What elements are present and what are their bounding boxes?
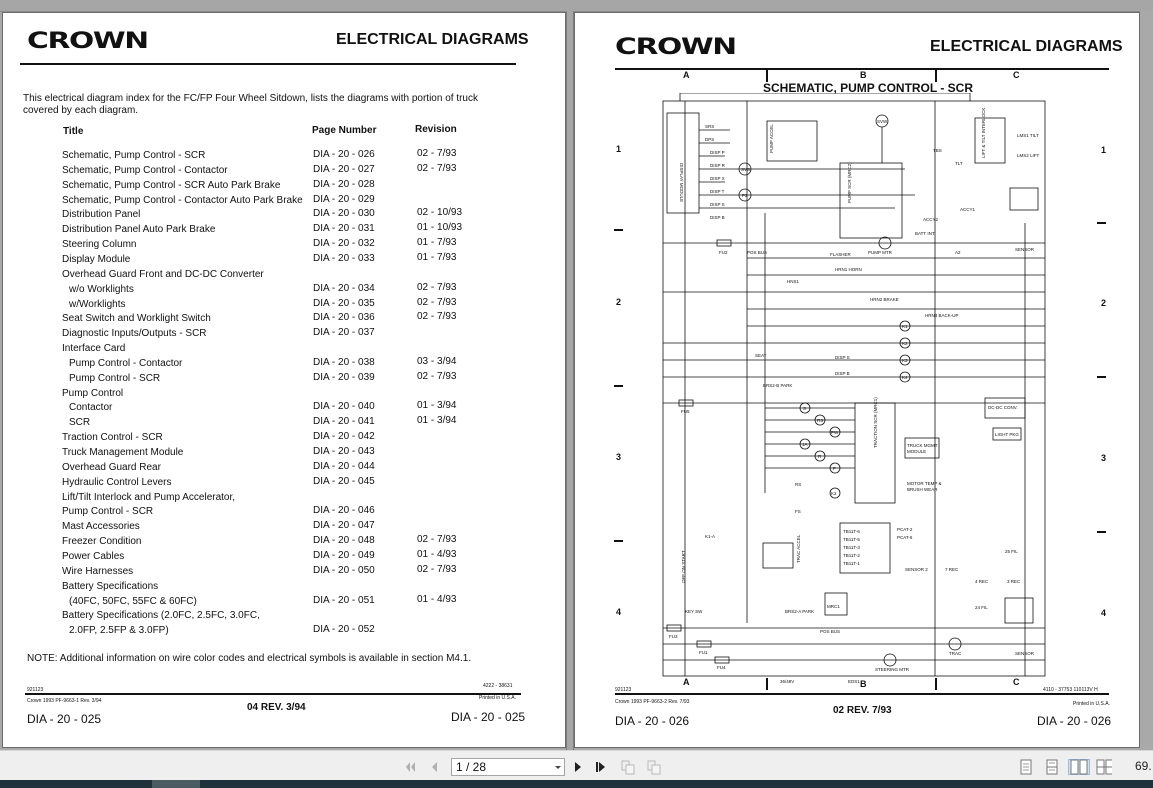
continuous-view-button[interactable] — [1044, 759, 1060, 775]
svg-text:S: S — [803, 406, 807, 411]
svg-text:FU2: FU2 — [719, 250, 728, 255]
rotate-right-button[interactable] — [646, 759, 662, 775]
svg-text:SENSOR: SENSOR — [1015, 651, 1035, 656]
svg-text:K1-A: K1-A — [705, 534, 716, 539]
svg-text:KEY SW: KEY SW — [685, 609, 703, 614]
index-row-title: Power Cables — [62, 551, 125, 562]
index-row-title: 2.0FP, 2.5FP & 3.0FP) — [69, 625, 169, 636]
continuous-facing-icon — [1096, 759, 1112, 775]
svg-text:R: R — [818, 454, 822, 459]
footer-code-right: 4222 - 38631 — [483, 683, 513, 689]
svg-text:HNS1: HNS1 — [787, 279, 800, 284]
svg-text:DISP S: DISP S — [710, 202, 725, 207]
index-row-revision: 02 - 7/93 — [417, 148, 457, 159]
index-row-page-number: DIA - 20 - 035 — [313, 298, 375, 309]
crown-logo: CROWN — [615, 35, 736, 60]
svg-text:36/48V: 36/48V — [780, 679, 795, 683]
index-row-revision: 03 - 3/94 — [417, 356, 457, 367]
svg-text:MOTOR TEMP &: MOTOR TEMP & — [907, 481, 942, 486]
index-row-title: Schematic, Pump Control - SCR Auto Park Brake — [62, 180, 281, 191]
grid-row-divider — [1097, 531, 1106, 533]
header-rule — [20, 63, 516, 65]
index-row-title: Diagnostic Inputs/Outputs - SCR — [62, 328, 207, 339]
index-row-page-number: DIA - 20 - 041 — [313, 416, 375, 427]
index-row-revision: 02 - 7/93 — [417, 282, 457, 293]
svg-text:K4: K4 — [902, 375, 908, 380]
svg-text:SVW: SVW — [877, 119, 888, 124]
grid-row-4: 4 — [616, 607, 622, 617]
index-row-title: Pump Control - Contactor — [69, 358, 183, 369]
svg-text:ACCY2: ACCY2 — [923, 217, 939, 222]
svg-text:FU4: FU4 — [717, 665, 726, 670]
grid-row-divider — [614, 229, 623, 231]
footer-dia-left: DIA - 20 - 026 — [615, 714, 690, 728]
grid-column-b: B — [860, 70, 867, 80]
footer-printed: Printed in U.S.A. — [479, 695, 516, 701]
index-row-page-number: DIA - 20 - 032 — [313, 238, 375, 249]
svg-text:PUMP ACCEL: PUMP ACCEL — [769, 124, 774, 153]
grid-row-3: 3 — [1101, 453, 1107, 463]
svg-text:K2: K2 — [831, 491, 837, 496]
svg-text:4 REC: 4 REC — [975, 579, 989, 584]
index-row-title: Overhead Guard Front and DC-DC Converter — [62, 269, 264, 280]
index-row-page-number: DIA - 20 - 051 — [313, 595, 375, 606]
index-row-page-number: DIA - 20 - 048 — [313, 535, 375, 546]
index-row-title: Steering Column — [62, 239, 137, 250]
svg-text:SENSOR 2: SENSOR 2 — [905, 567, 928, 572]
next-page-button[interactable] — [570, 759, 586, 775]
svg-text:DISP P: DISP P — [710, 150, 725, 155]
grid-row-2: 2 — [1101, 298, 1107, 308]
svg-text:ACCY1: ACCY1 — [960, 207, 976, 212]
svg-text:LIFT & TILT INTERLOCK: LIFT & TILT INTERLOCK — [981, 107, 986, 158]
page-gap — [566, 11, 574, 750]
svg-text:DC-DC CONV.: DC-DC CONV. — [988, 405, 1018, 410]
index-row-title: Overhead Guard Rear — [62, 462, 161, 473]
index-row-revision: 01 - 4/93 — [417, 549, 457, 560]
svg-text:TLT: TLT — [955, 161, 963, 166]
index-row-title: Seat Switch and Worklight Switch — [62, 313, 211, 324]
rotate-left-icon — [620, 759, 636, 775]
grid-column-c: C — [1013, 70, 1020, 80]
zoom-level[interactable]: 69. — [1135, 759, 1152, 773]
svg-text:RS: RS — [817, 418, 824, 423]
svg-text:SENSOR: SENSOR — [1015, 247, 1035, 252]
index-row-title: Traction Control - SCR — [62, 432, 163, 443]
crown-logo: CROWN — [27, 29, 148, 54]
footer-dia-right: DIA - 20 - 025 — [451, 710, 526, 724]
grid-column-divider — [766, 678, 768, 690]
index-row-title: w/Worklights — [69, 299, 126, 310]
footer-revision: 04 REV. 3/94 — [247, 702, 306, 713]
grid-row-divider — [614, 540, 623, 542]
svg-text:K3: K3 — [902, 358, 908, 363]
single-page-view-button[interactable] — [1018, 759, 1034, 775]
index-row-page-number: DIA - 20 - 040 — [313, 401, 375, 412]
svg-text:F: F — [833, 466, 836, 471]
svg-text:TB11T-1: TB11T-1 — [843, 561, 860, 566]
svg-text:SVS: SVS — [741, 167, 751, 172]
grid-column-divider — [935, 678, 937, 690]
index-row-title: Schematic, Pump Control - Contactor Auto Park Brake — [62, 195, 303, 206]
wiring-schematic — [655, 93, 1055, 683]
svg-text:TRAC: TRAC — [949, 651, 962, 656]
rotate-right-icon — [646, 759, 662, 775]
svg-text:TBS: TBS — [933, 148, 942, 153]
index-row-title: Pump Control — [62, 388, 124, 399]
svg-text:POS BUS: POS BUS — [747, 250, 768, 255]
svg-text:LIGHT PKG: LIGHT PKG — [995, 432, 1019, 437]
index-row-page-number: DIA - 20 - 052 — [313, 624, 375, 635]
svg-text:K2: K2 — [902, 341, 908, 346]
index-row-revision: 02 - 7/93 — [417, 311, 457, 322]
svg-text:3 REC: 3 REC — [1007, 579, 1021, 584]
index-row-page-number: DIA - 20 - 031 — [313, 223, 375, 234]
index-row-page-number: DIA - 20 - 028 — [313, 179, 375, 190]
index-row-title: SCR — [69, 417, 91, 428]
index-row-revision: 01 - 7/93 — [417, 237, 457, 248]
svg-text:HRN1 HORN: HRN1 HORN — [835, 267, 862, 272]
footer-dia-left: DIA - 20 - 025 — [27, 712, 102, 726]
index-row-page-number: DIA - 20 - 042 — [313, 431, 375, 442]
pdf-page-left — [2, 12, 566, 748]
pdf-navigation-toolbar — [0, 750, 1153, 781]
index-row-title: Display Module — [62, 254, 131, 265]
index-row-revision: 02 - 7/93 — [417, 297, 457, 308]
footer-rule — [25, 693, 521, 695]
index-row-revision: 02 - 7/93 — [417, 564, 457, 575]
index-row-page-number: DIA - 20 - 044 — [313, 461, 375, 472]
svg-text:25 FIL: 25 FIL — [1005, 549, 1018, 554]
index-row-page-number: DIA - 20 - 027 — [313, 164, 375, 175]
os-taskbar — [0, 780, 1153, 788]
svg-text:SRS: SRS — [705, 124, 715, 129]
page-number-value: 1 / 28 — [456, 760, 487, 774]
svg-text:DISP T: DISP T — [710, 189, 725, 194]
index-row-page-number: DIA - 20 - 037 — [313, 327, 375, 338]
last-page-button[interactable] — [594, 759, 610, 775]
viewer-top-strip — [0, 0, 1153, 12]
index-row-title: Contactor — [69, 402, 113, 413]
svg-text:OFF ON START: OFF ON START — [681, 550, 686, 583]
index-row-page-number: DIA - 20 - 043 — [313, 446, 375, 457]
footer-rule — [615, 693, 1109, 695]
previous-page-button[interactable] — [426, 759, 442, 775]
index-row-page-number: DIA - 20 - 050 — [313, 565, 375, 576]
svg-text:K1: K1 — [902, 324, 908, 329]
grid-column-b: B — [860, 679, 867, 689]
index-row-revision: 02 - 7/93 — [417, 371, 457, 382]
svg-text:TB11T-3: TB11T-3 — [843, 545, 860, 550]
display-module-label: DISPLAY MODULE — [679, 163, 684, 203]
grid-row-1: 1 — [616, 144, 622, 154]
index-row-revision: 01 - 3/94 — [417, 415, 457, 426]
index-row-title: Pump Control - SCR — [62, 506, 154, 517]
svg-text:TRACTION SCR (MRC1): TRACTION SCR (MRC1) — [873, 397, 878, 448]
column-header-page-number: Page Number — [312, 125, 377, 136]
grid-column-a: A — [683, 70, 690, 80]
svg-text:LMS1 TILT: LMS1 TILT — [1017, 133, 1039, 138]
index-row-page-number: DIA - 20 - 029 — [313, 194, 375, 205]
index-row-page-number: DIA - 20 - 030 — [313, 208, 375, 219]
svg-text:FU1: FU1 — [699, 650, 708, 655]
svg-text:DISP R: DISP R — [710, 163, 725, 168]
svg-text:DISP S: DISP S — [835, 355, 850, 360]
index-row-title: Wire Harnesses — [62, 566, 134, 577]
grid-column-a: A — [683, 677, 690, 687]
index-row-revision: 02 - 7/93 — [417, 534, 457, 545]
footer-copyright: Crown 1993 PF-9663-1 Rev. 3/94 — [27, 698, 102, 704]
footer-printed: Printed in U.S.A. — [1073, 701, 1110, 707]
note-text: NOTE: Additional information on wire color codes and electrical symbols is available in section M4.1. — [27, 653, 472, 664]
svg-text:A2: A2 — [955, 250, 961, 255]
last-page-icon — [594, 760, 610, 774]
column-header-revision: Revision — [415, 124, 457, 135]
index-row-page-number: DIA - 20 - 038 — [313, 357, 375, 368]
pdf-page-right — [574, 12, 1140, 748]
chevron-down-icon — [555, 766, 561, 769]
svg-text:DPS: DPS — [705, 137, 715, 142]
index-row-title: (40FC, 50FC, 55FC & 60FC) — [69, 596, 197, 607]
next-page-icon — [571, 760, 585, 774]
index-row-page-number: DIA - 20 - 033 — [313, 253, 375, 264]
svg-text:MRC1: MRC1 — [827, 604, 840, 609]
svg-text:TRUCK MGMT: TRUCK MGMT — [907, 443, 938, 448]
index-row-page-number: DIA - 20 - 039 — [313, 372, 375, 383]
footer-revision: 02 REV. 7/93 — [833, 705, 892, 716]
footer-copyright: Crown 1993 PF-9663-2 Rev. 7/93 — [615, 699, 690, 705]
index-row-title: Hydraulic Control Levers — [62, 477, 172, 488]
footer-dia-right: DIA - 20 - 026 — [1037, 714, 1112, 728]
svg-text:24 FIL: 24 FIL — [975, 605, 988, 610]
grid-row-divider — [1097, 222, 1106, 224]
document-title: ELECTRICAL DIAGRAMS — [336, 31, 529, 48]
footer-code-left: 921123 — [615, 687, 632, 693]
index-row-page-number: DIA - 20 - 049 — [313, 550, 375, 561]
intro-paragraph: This electrical diagram index for the FC/FP Four Wheel Sitdown, lists the diagrams with portion of truck covered by each diagram. — [23, 93, 478, 116]
svg-text:BRUSH WEAR: BRUSH WEAR — [907, 487, 938, 492]
svg-text:P2: P2 — [742, 193, 748, 198]
schematic-title: SCHEMATIC, PUMP CONTROL - SCR — [763, 81, 974, 95]
page-number-select[interactable] — [451, 758, 565, 776]
svg-text:PUMP SCR (MRC2): PUMP SCR (MRC2) — [847, 162, 852, 203]
svg-text:TB11T-2: TB11T-2 — [843, 553, 860, 558]
continuous-page-icon — [1045, 759, 1059, 775]
grid-row-3: 3 — [616, 452, 622, 462]
index-row-title: Distribution Panel Auto Park Brake — [62, 224, 216, 235]
index-row-revision: 01 - 3/94 — [417, 400, 457, 411]
svg-text:TRAC ACCEL: TRAC ACCEL — [796, 534, 801, 563]
rotate-left-button[interactable] — [620, 759, 636, 775]
facing-pages-icon — [1070, 759, 1088, 775]
svg-text:POS BUS: POS BUS — [820, 629, 841, 634]
index-row-revision: 01 - 4/93 — [417, 594, 457, 605]
index-row-title: Schematic, Pump Control - Contactor — [62, 165, 228, 176]
grid-row-divider — [614, 385, 623, 387]
index-row-title: Distribution Panel — [62, 209, 141, 220]
index-row-title: Interface Card — [62, 343, 126, 354]
index-row-page-number: DIA - 20 - 047 — [313, 520, 375, 531]
svg-text:TB11T-5: TB11T-5 — [843, 537, 860, 542]
grid-row-1: 1 — [1101, 145, 1107, 155]
svg-text:PUMP MTR: PUMP MTR — [868, 250, 892, 255]
svg-text:RS: RS — [795, 482, 802, 487]
footer-code-left: 921123 — [27, 687, 44, 693]
svg-text:BATT INT: BATT INT — [915, 231, 935, 236]
index-row-revision: 01 - 7/93 — [417, 252, 457, 263]
svg-text:LMS2 LIFT: LMS2 LIFT — [1017, 153, 1040, 158]
index-row-title: Battery Specifications (2.0FC, 2.5FC, 3.0FC, — [62, 610, 260, 621]
svg-text:DISP B: DISP B — [710, 215, 725, 220]
svg-text:1A: 1A — [802, 442, 808, 447]
svg-text:TB11T-6: TB11T-6 — [843, 529, 860, 534]
index-row-page-number: DIA - 20 - 045 — [313, 476, 375, 487]
index-row-revision: 01 - 10/93 — [417, 222, 463, 233]
previous-page-icon — [427, 760, 441, 774]
footer-code-right: 4110 - 37753 110113V H — [1043, 687, 1098, 693]
index-row-title: Schematic, Pump Control - SCR — [62, 150, 206, 161]
svg-text:PCAT-6: PCAT-6 — [897, 535, 913, 540]
svg-text:STEERING MTR: STEERING MTR — [875, 667, 910, 672]
index-row-title: Freezer Condition — [62, 536, 142, 547]
svg-text:BRS2-A PARK: BRS2-A PARK — [785, 609, 815, 614]
svg-text:HRN2 BRAKE: HRN2 BRAKE — [870, 297, 899, 302]
document-title: ELECTRICAL DIAGRAMS — [930, 38, 1123, 55]
index-row-page-number: DIA - 20 - 036 — [313, 312, 375, 323]
svg-text:FU5: FU5 — [681, 409, 690, 414]
single-page-icon — [1019, 759, 1033, 775]
index-row-title: Truck Management Module — [62, 447, 184, 458]
viewer-right-gutter — [1140, 11, 1153, 750]
continuous-facing-view-button[interactable] — [1096, 759, 1112, 775]
index-row-page-number: DIA - 20 - 046 — [313, 505, 375, 516]
column-header-title: Title — [63, 126, 84, 137]
svg-text:FLASHER: FLASHER — [830, 252, 851, 257]
first-page-icon — [403, 760, 417, 774]
grid-row-divider — [1097, 376, 1106, 378]
grid-row-4: 4 — [1101, 608, 1107, 618]
svg-text:BRS2-B PARK: BRS2-B PARK — [763, 383, 793, 388]
index-row-revision: 02 - 10/93 — [417, 207, 463, 218]
index-row-page-number: DIA - 20 - 026 — [313, 149, 375, 160]
svg-text:MODULE: MODULE — [907, 449, 927, 454]
svg-text:PW: PW — [831, 430, 839, 435]
svg-text:7 REC: 7 REC — [945, 567, 959, 572]
svg-text:EDS1: EDS1 — [848, 679, 860, 683]
first-page-button[interactable] — [402, 759, 418, 775]
grid-row-2: 2 — [616, 297, 622, 307]
index-row-title: Battery Specifications — [62, 581, 159, 592]
index-row-title: Lift/Tilt Interlock and Pump Accelerator, — [62, 492, 236, 503]
index-row-page-number: DIA - 20 - 034 — [313, 283, 375, 294]
facing-view-button[interactable] — [1068, 759, 1090, 775]
svg-text:PCAT-2: PCAT-2 — [897, 527, 913, 532]
grid-column-c: C — [1013, 677, 1020, 687]
index-row-title: w/o Worklights — [69, 284, 134, 295]
taskbar-active-item[interactable] — [152, 780, 200, 788]
index-row-revision: 02 - 7/93 — [417, 163, 457, 174]
svg-text:DISP X: DISP X — [710, 176, 725, 181]
svg-text:FU3: FU3 — [669, 634, 678, 639]
svg-text:SEAT: SEAT — [755, 353, 767, 358]
svg-text:DISP B: DISP B — [835, 371, 850, 376]
index-row-title: Pump Control - SCR — [69, 373, 161, 384]
index-row-title: Mast Accessories — [62, 521, 140, 532]
svg-text:HRN3 BACK-UP: HRN3 BACK-UP — [925, 313, 959, 318]
svg-text:FS: FS — [795, 509, 801, 514]
